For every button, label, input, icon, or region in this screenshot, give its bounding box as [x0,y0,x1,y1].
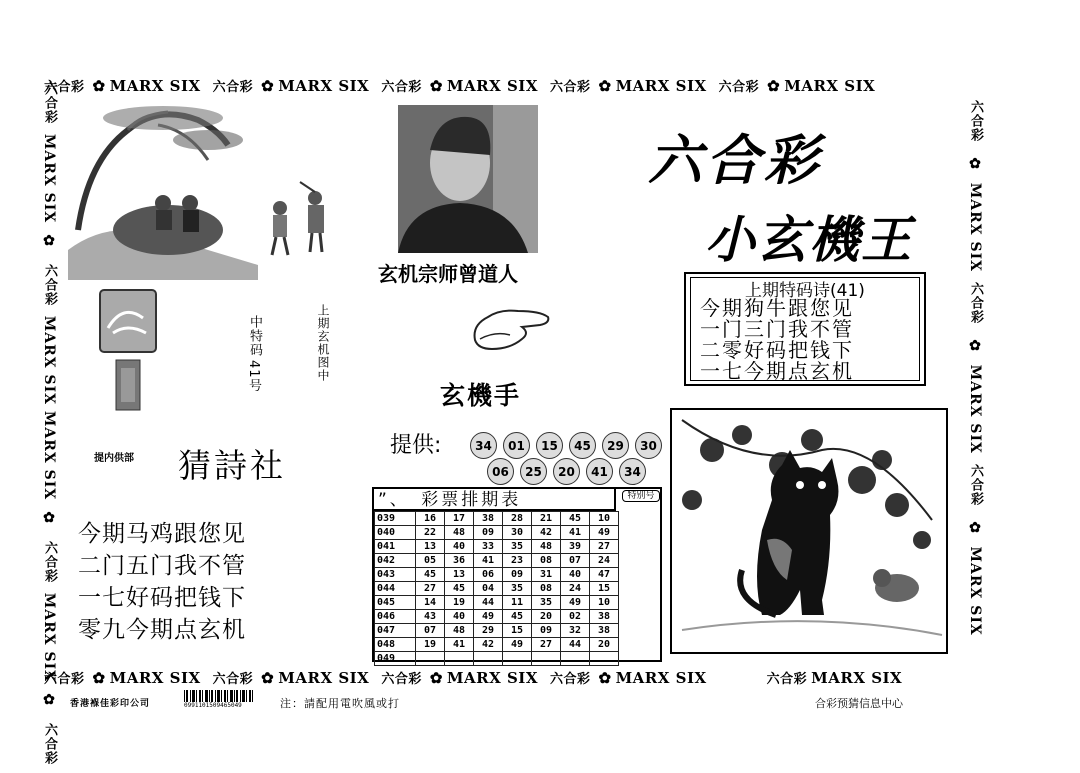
provide-row-1 [470,432,662,459]
number-cell: 33 [474,540,503,554]
provide-row-2 [487,458,646,485]
number-cell: 45 [416,568,445,582]
number-cell: 02 [561,610,590,624]
number-ball: 25 [520,458,547,485]
number-cell: 48 [445,624,474,638]
period-cell: 044 [375,582,416,596]
number-cell: 40 [445,610,474,624]
left-poem-line: 二门五门我不管 [78,553,246,579]
flower-icon: ✿ [92,76,106,95]
number-ball: 06 [487,458,514,485]
number-cell [416,652,445,666]
table-row [375,652,619,666]
number-cell: 45 [503,610,532,624]
number-cell: 17 [445,512,474,526]
poem-box-line: 二零好码把钱下 [700,338,854,362]
period-cell: 049 [375,652,416,666]
border-brand-cn: 六合彩 [766,672,808,687]
border-brand-en: MARX SIX [615,76,707,95]
special-cell: 15 [590,582,619,596]
table-row [375,526,619,540]
number-cell: 06 [474,568,503,582]
barcode-icon [184,690,254,702]
left-border-band [40,78,59,765]
number-cell: 40 [561,568,590,582]
border-brand-cn: 六合彩 [212,80,254,95]
left-poem-line: 零九今期点玄机 [78,617,246,643]
number-cell: 19 [445,596,474,610]
border-brand-en: MARX SIX [811,668,903,687]
number-cell: 07 [416,624,445,638]
number-cell: 08 [532,582,561,596]
border-brand-en: MARX SIX [41,592,57,683]
special-cell: 10 [590,512,619,526]
number-cell: 27 [532,638,561,652]
lottery-table [374,511,619,666]
poem-box-line: 一七今期点玄机 [700,359,854,383]
flower-icon: ✿ [261,76,275,95]
ink-painting-figures [260,180,340,260]
supplier-label: 提内供部 [94,453,134,464]
number-cell: 16 [416,512,445,526]
number-cell: 21 [532,512,561,526]
border-brand-cn: 六合彩 [968,100,983,142]
period-cell: 045 [375,596,416,610]
period-cell: 041 [375,540,416,554]
border-brand-cn: 六合彩 [381,80,422,95]
number-ball: 20 [553,458,580,485]
poem-box-line: 今期狗牛跟您见 [700,296,854,320]
ink-painting-children [68,100,268,280]
flower-icon: ✿ [261,668,275,687]
flower-icon: ✿ [41,233,57,251]
top-border-band [40,76,980,95]
right-border-band [966,96,985,666]
special-cell: 24 [590,554,619,568]
society-name: 猜詩社 [178,446,286,485]
table-row [375,596,619,610]
number-cell [503,652,532,666]
poem-box-line: 一门三门我不管 [700,317,854,341]
number-cell: 42 [532,526,561,540]
number-cell: 32 [561,624,590,638]
number-cell [474,652,503,666]
border-brand-en: MARX SIX [41,315,57,406]
border-brand-cn: 六合彩 [44,672,85,687]
last-period-tag: 中特码 [247,315,262,357]
table-row [375,582,619,596]
period-cell: 042 [375,554,416,568]
number-cell: 04 [474,582,503,596]
special-cell: 10 [590,596,619,610]
flower-icon: ✿ [767,76,781,95]
border-brand-en: MARX SIX [967,182,983,273]
flower-icon: ✿ [41,510,57,528]
number-cell: 11 [503,596,532,610]
border-brand-en: MARX SIX [784,76,876,95]
number-cell: 45 [445,582,474,596]
table-row [375,540,619,554]
number-cell: 35 [532,596,561,610]
flower-icon: ✿ [41,691,57,709]
border-brand-cn: 六合彩 [968,281,983,324]
border-brand-en: MARX SIX [41,133,57,224]
border-brand-cn: 六合彩 [42,540,57,583]
special-cell: 38 [590,610,619,624]
number-cell: 49 [503,638,532,652]
flower-icon: ✿ [598,668,612,687]
number-ball: 30 [635,432,662,459]
portrait-photo [398,105,538,253]
border-brand-cn: 六合彩 [549,672,591,687]
number-cell: 07 [561,554,590,568]
flower-icon: ✿ [967,519,983,537]
table-row [375,624,619,638]
table-header: ”、 彩票排期表 [374,489,616,511]
border-brand-cn: 六合彩 [718,80,760,95]
number-cell: 41 [445,638,474,652]
number-cell: 09 [474,526,503,540]
border-brand-en: MARX SIX [967,546,983,636]
border-brand-en: MARX SIX [109,76,201,95]
number-ball: 01 [503,432,530,459]
number-cell: 09 [503,568,532,582]
hand-label: 玄機手 [440,381,522,410]
number-cell: 20 [532,610,561,624]
special-number-header: 特别号 [622,490,660,502]
border-brand-en: MARX SIX [615,668,707,687]
number-cell: 14 [416,596,445,610]
border-brand-en: MARX SIX [41,410,57,501]
number-cell: 15 [503,624,532,638]
number-cell: 29 [474,624,503,638]
number-ball: 34 [470,432,497,459]
title-sub: 小玄機王 [705,211,913,269]
number-ball: 41 [586,458,613,485]
border-brand-cn: 六合彩 [44,80,85,95]
number-cell: 19 [416,638,445,652]
border-brand-cn: 六合彩 [42,82,57,124]
last-period-poem-box [684,272,926,386]
left-poem [78,518,246,646]
number-cell: 41 [474,554,503,568]
number-cell: 45 [561,512,590,526]
special-cell: 47 [590,568,619,582]
border-brand-cn: 六合彩 [42,722,57,765]
period-cell: 040 [375,526,416,540]
lottery-table-box [372,487,662,662]
number-cell: 24 [561,582,590,596]
period-cell: 043 [375,568,416,582]
portrait-caption: 玄机宗师曾道人 [378,262,518,286]
number-cell: 44 [474,596,503,610]
border-brand-en: MARX SIX [967,364,983,454]
table-row [375,512,619,526]
border-brand-en: MARX SIX [446,76,538,95]
border-brand-en: MARX SIX [278,76,370,95]
number-ball: 29 [602,432,629,459]
talisman-icon [98,288,158,413]
last-period-map-label: 上期玄机图中 [316,304,330,382]
number-cell: 08 [532,554,561,568]
number-cell: 09 [532,624,561,638]
title-main: 六合彩 [648,129,822,192]
flower-icon: ✿ [92,668,106,687]
number-cell: 44 [561,638,590,652]
number-cell: 23 [503,554,532,568]
number-cell: 41 [561,526,590,540]
number-cell: 13 [416,540,445,554]
cat-painting-frame [670,408,948,654]
border-brand-cn: 六合彩 [212,672,254,687]
period-cell: 046 [375,610,416,624]
table-row [375,554,619,568]
number-cell: 43 [416,610,445,624]
number-cell: 48 [532,540,561,554]
border-brand-en: MARX SIX [278,668,370,687]
number-ball: 15 [536,432,563,459]
special-cell: 38 [590,624,619,638]
provide-label: 提供: [390,433,442,458]
barcode-number: 0991101509465049 [184,702,242,709]
number-cell: 13 [445,568,474,582]
border-brand-en: MARX SIX [109,668,201,687]
number-ball: 45 [569,432,596,459]
bottom-border-band [40,668,980,687]
number-cell [445,652,474,666]
table-row [375,610,619,624]
number-cell: 42 [474,638,503,652]
flower-icon: ✿ [967,337,983,355]
number-cell: 35 [503,540,532,554]
left-poem-line: 一七好码把钱下 [78,585,246,611]
flower-icon: ✿ [429,76,443,95]
border-brand-cn: 六合彩 [381,672,422,687]
border-brand-en: MARX SIX [446,668,538,687]
number-cell: 05 [416,554,445,568]
number-cell: 38 [474,512,503,526]
footer-note: 注：請配用電吹風或打 [280,697,400,710]
number-ball: 34 [619,458,646,485]
footer-center: 合彩预猜信息中心 [815,697,903,710]
poem-box-title: 上期特码诗(41) [745,281,865,301]
number-cell: 48 [445,526,474,540]
number-cell: 40 [445,540,474,554]
period-cell: 048 [375,638,416,652]
number-cell: 27 [416,582,445,596]
special-cell: 49 [590,526,619,540]
number-cell: 36 [445,554,474,568]
flower-icon: ✿ [967,155,983,173]
hand-outline-icon [470,305,552,353]
number-cell [561,652,590,666]
border-brand-cn: 六合彩 [42,263,57,306]
number-cell: 49 [474,610,503,624]
cat-painting [672,410,946,652]
period-cell: 047 [375,624,416,638]
table-row [375,568,619,582]
footer-company: 香港褓佳彩印公司 [70,699,151,709]
special-cell: 27 [590,540,619,554]
number-cell: 35 [503,582,532,596]
border-brand-cn: 六合彩 [549,80,591,95]
number-cell: 49 [561,596,590,610]
number-cell [532,652,561,666]
number-cell: 22 [416,526,445,540]
border-brand-cn: 六合彩 [968,463,983,506]
number-cell: 31 [532,568,561,582]
number-cell: 28 [503,512,532,526]
number-cell: 39 [561,540,590,554]
special-cell [590,652,619,666]
number-cell: 30 [503,526,532,540]
flower-icon: ✿ [429,668,443,687]
left-poem-line: 今期马鸡跟您见 [78,521,246,547]
period-cell: 039 [375,512,416,526]
last-period-number: 41号 [246,360,261,393]
special-cell: 20 [590,638,619,652]
poem-box-lines [700,298,854,382]
table-row [375,638,619,652]
flower-icon: ✿ [598,76,612,95]
